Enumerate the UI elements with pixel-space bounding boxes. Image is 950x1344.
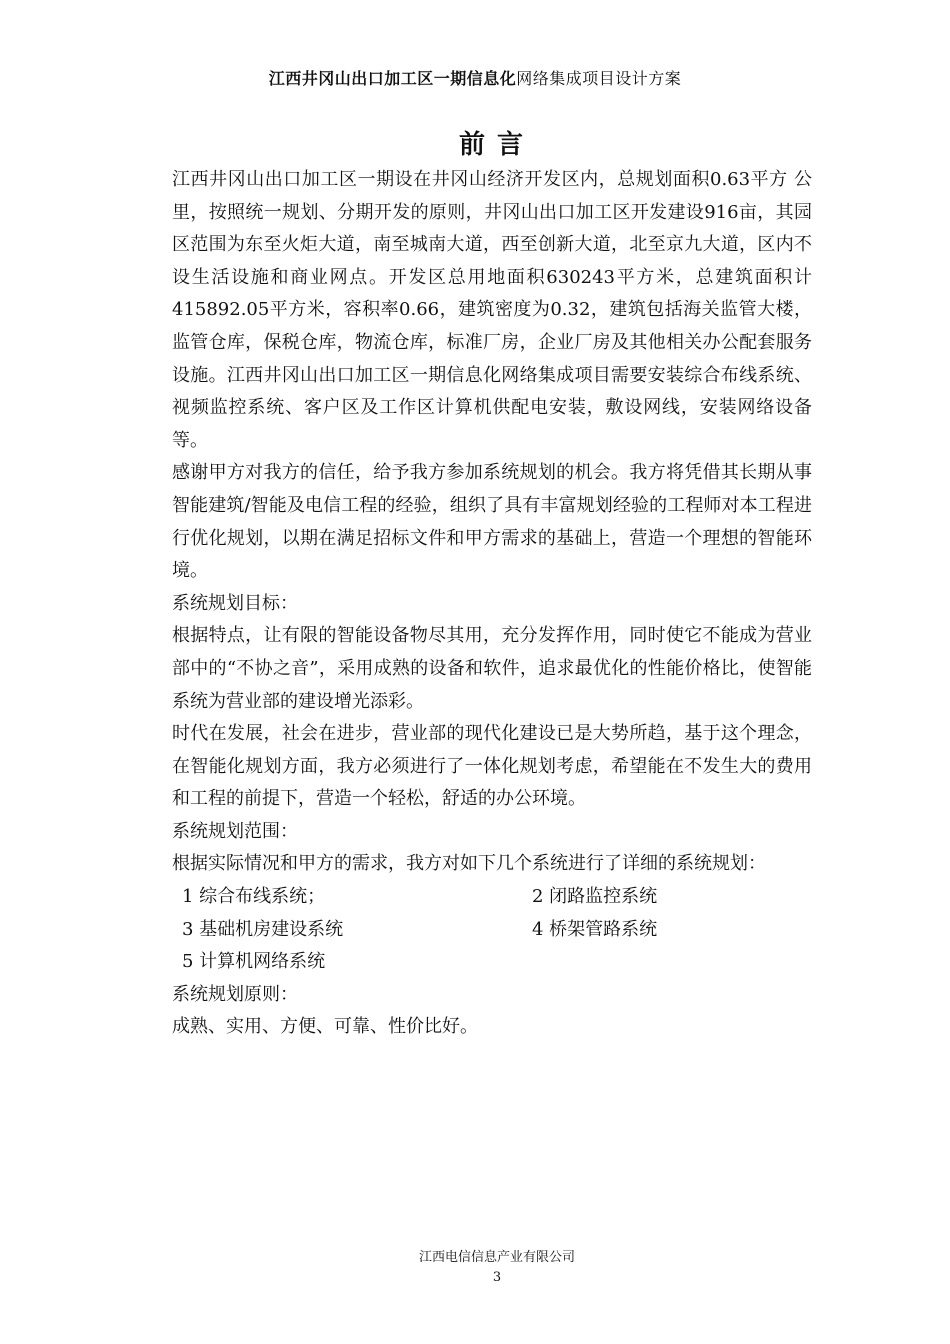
page-header bbox=[0, 66, 950, 89]
scope-paragraph: 根据实际情况和甲方的需求，我方对如下几个系统进行了详细的系统规划： bbox=[172, 853, 766, 875]
system-list-item: 3 基础机房建设系统 bbox=[182, 918, 344, 940]
footer-company: 江西电信信息产业有限公司 bbox=[418, 1250, 575, 1265]
page-title: 前言 bbox=[458, 130, 535, 160]
system-list-row bbox=[172, 914, 812, 947]
principle-heading: 系统规划原则： bbox=[172, 983, 298, 1005]
goal-heading: 系统规划目标： bbox=[172, 592, 298, 614]
thanks-paragraph: 感谢甲方对我方的信任，给予我方参加系统规划的机会。我方将凭借其长期从事智能建筑/智能及电信工程的经验，组织了具有丰富规划经验的工程师对本工程进行优化规划，以期在满足招标文件和甲方需求的基础上，营造一个理想的智能环境。 bbox=[172, 462, 812, 582]
goal-paragraph: 根据特点，让有限的智能设备物尽其用，充分发挥作用，同时使它不能成为营业部中的“不协之音”，采用成熟的设备和软件，追求最优化的性能价格比，使智能系统为营业部的建设增光添彩。 bbox=[172, 625, 812, 712]
system-list-item: 5 计算机网络系统 bbox=[182, 951, 326, 973]
header-normal-title: 网络集成项目设计方案 bbox=[516, 69, 682, 88]
system-list-item: 2 闭路监控系统 bbox=[532, 886, 658, 908]
header-bold-title: 江西井冈山出口加工区一期信息化 bbox=[268, 69, 517, 88]
era-paragraph: 时代在发展，社会在进步，营业部的现代化建设已是大势所趋，基于这个理念，在智能化规划方面，我方必须进行了一体化规划考虑，希望能在不发生大的费用和工程的前提下，营造一个轻松，舒适的办公环境。 bbox=[172, 723, 812, 810]
system-list-row bbox=[172, 881, 812, 914]
page-footer bbox=[0, 1248, 950, 1288]
principle-paragraph: 成熟、实用、方便、可靠、性价比好。 bbox=[172, 1016, 478, 1038]
scope-heading: 系统规划范围： bbox=[172, 820, 298, 842]
system-list-row bbox=[172, 946, 812, 979]
intro-paragraph: 江西井冈山出口加工区一期设在井冈山经济开发区内，总规划面积0.63平方 公里，按照统一规划、分期开发的原则，井冈山出口加工区开发建设916亩，其园区范围为东至火炬大道，南至城南大道，西至创新大道，北至京九大道，区内不设生活设施和商业网点。开发区总用地面积630243平方米，总建筑面积计415892.05平方米，容积率0.66，建筑密度为0.32，建筑包括海关监管大楼，监管仓库，保税仓库，物流仓库，标准厂房，企业厂房及其他相关办公配套服务设施。江西井冈山出口加工区一期信息化网络集成项目需要安装综合布线系统、视频监控系统、客户区及工作区计算机供配电安装，敷设网线，安装网络设备等。 bbox=[172, 169, 812, 451]
page-number: 3 bbox=[492, 1270, 502, 1285]
document-body bbox=[172, 164, 812, 1044]
system-list-item: 4 桥架管路系统 bbox=[532, 918, 658, 940]
system-list-item: 1 综合布线系统； bbox=[182, 886, 326, 908]
